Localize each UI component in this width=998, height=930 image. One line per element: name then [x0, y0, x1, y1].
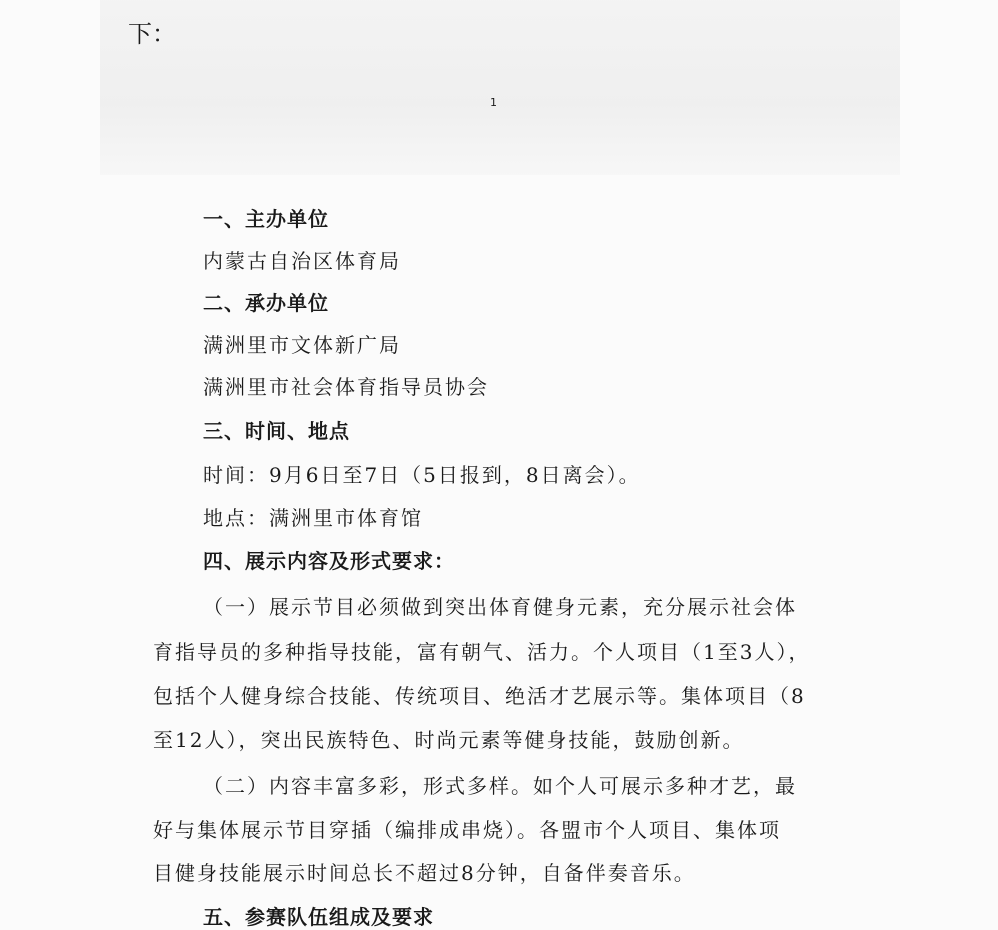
content-para1-line-1: （一）展示节目必须做到突出体育健身元素，充分展示社会体	[203, 595, 797, 619]
previous-page-fragment: 下：	[128, 20, 176, 48]
content-para1-line-3: 包括个人健身综合技能、传统项目、绝活才艺展示等。集体项目（8	[153, 684, 806, 708]
content-para2-line-1: （二）内容丰富多彩，形式多样。如个人可展示多种才艺，最	[203, 774, 797, 798]
content-para1-line-4: 至12人），突出民族特色、时尚元素等健身技能，鼓励创新。	[153, 728, 745, 752]
content-para2-line-2: 好与集体展示节目穿插（编排成串烧）。各盟市个人项目、集体项	[153, 818, 781, 842]
heading-co-organizer: 二、承办单位	[203, 291, 329, 315]
content-para2-line-3: 目健身技能展示时间总长不超过8分钟，自备伴奏音乐。	[153, 861, 696, 885]
place-line: 地点：满洲里市体育馆	[203, 506, 423, 530]
heading-teams: 五、参赛队伍组成及要求	[203, 905, 434, 929]
time-line: 时间：9月6日至7日（5日报到，8日离会）。	[203, 463, 641, 487]
heading-time-place: 三、时间、地点	[203, 419, 350, 443]
scan-shadow-band	[100, 0, 900, 175]
co-organizer-line-1: 满洲里市文体新广局	[203, 333, 401, 357]
heading-content: 四、展示内容及形式要求：	[203, 549, 455, 573]
organizer-line: 内蒙古自治区体育局	[203, 249, 401, 273]
heading-organizer: 一、主办单位	[203, 207, 329, 231]
content-para1-line-2: 育指导员的多种指导技能，富有朝气、活力。个人项目（1至3人），	[153, 640, 811, 664]
co-organizer-line-2: 满洲里市社会体育指导员协会	[203, 375, 489, 399]
page-number: 1	[490, 96, 497, 109]
